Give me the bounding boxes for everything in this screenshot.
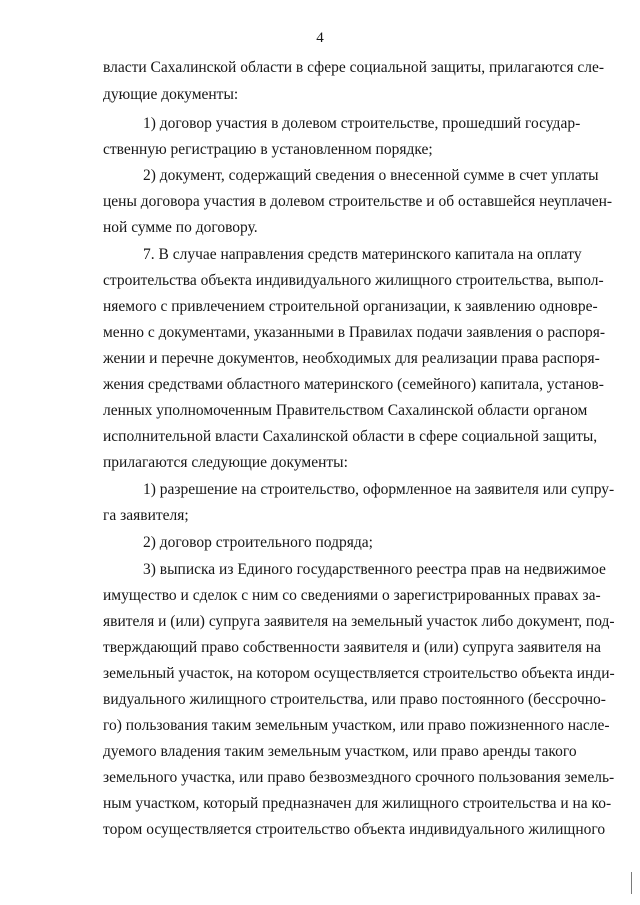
text-line: 1) договор участия в долевом строительстве, прошедший государ- [143, 115, 581, 132]
text-line: исполнительной власти Сахалинской области в сфере социальной защиты, [103, 428, 598, 445]
text-line: жения средствами областного материнского (семейного) капитала, установ- [103, 376, 604, 393]
text-line: 1) разрешение на строительство, оформленное на заявителя или супру- [143, 481, 615, 498]
text-line: прилагаются следующие документы: [103, 454, 348, 471]
text-line: жении и перечне документов, необходимых для реализации права распоря- [103, 350, 600, 367]
text-line: строительства объекта индивидуального жилищного строительства, выпол- [103, 272, 604, 289]
text-line: цены договора участия в долевом строительстве и об оставшейся неуплачен- [103, 193, 613, 210]
text-line: 7. В случае направления средств материнского капитала на оплату [143, 246, 582, 263]
text-line: ленных уполномоченным Правительством Сахалинской области органом [103, 402, 588, 419]
text-line: ственную регистрацию в установленном порядке; [103, 141, 433, 158]
text-line: власти Сахалинской области в сфере социальной защиты, прилагаются сле- [103, 59, 605, 76]
text-line: тверждающий право собственности заявителя и (или) супруга заявителя на [103, 639, 601, 656]
text-line: дующие документы: [103, 86, 239, 103]
text-line: менно с документами, указанными в Правилах подачи заявления о распоря- [103, 324, 605, 341]
text-line: няемого с привлечением строительной организации, к заявлению одновре- [103, 298, 598, 315]
scan-edge-mark [631, 872, 632, 894]
text-line: дуемого владения таким земельным участком, или право аренды такого [103, 743, 577, 760]
text-line: ной сумме по договору. [103, 219, 258, 236]
text-line: земельного участка, или право безвозмездного срочного пользования земель- [103, 769, 615, 786]
text-line: 2) документ, содержащий сведения о внесенной сумме в счет уплаты [143, 167, 599, 184]
text-line: ным участком, который предназначен для жилищного строительства и на ко- [103, 795, 612, 812]
text-line: имущество и сделок с ним со сведениями о зарегистрированных правах за- [103, 587, 601, 604]
page-number: 4 [316, 30, 324, 46]
text-line: земельный участок, на котором осуществляется строительство объекта инди- [103, 665, 615, 682]
text-line: го) пользования таким земельным участком, или право пожизненного насле- [103, 717, 610, 734]
text-line: 2) договор строительного подряда; [143, 534, 373, 551]
text-line: га заявителя; [103, 507, 189, 524]
text-line: явителя и (или) супруга заявителя на земельный участок либо документ, под- [103, 613, 615, 630]
text-line: 3) выписка из Единого государственного реестра прав на недвижимое [143, 561, 606, 578]
text-line: тором осуществляется строительство объекта индивидуального жилищного [103, 821, 606, 838]
text-line: видуального жилищного строительства, или право постоянного (бессрочно- [103, 691, 606, 708]
